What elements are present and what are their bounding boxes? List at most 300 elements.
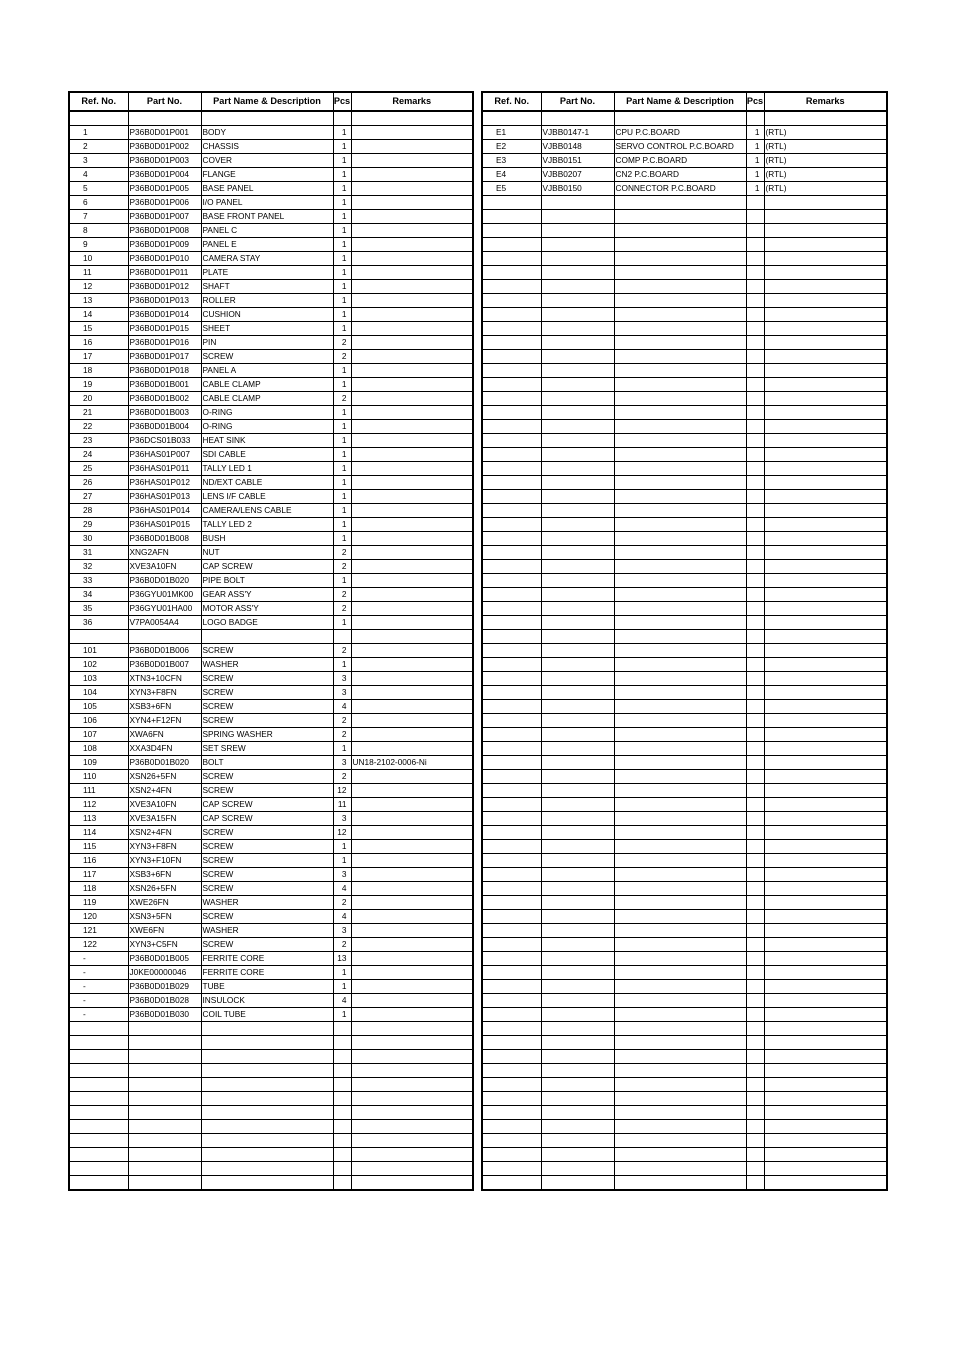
pcs-cell: [746, 364, 764, 378]
part-no-cell: P36HAS01P014: [128, 504, 201, 518]
part-no-cell: [541, 1176, 614, 1191]
table-row: [69, 994, 473, 1008]
part-name-cell: [614, 364, 746, 378]
remarks-cell: [351, 336, 473, 350]
table-row: [69, 210, 473, 224]
table-row: [69, 1022, 473, 1036]
remarks-cell: [351, 812, 473, 826]
part-no-cell: P36GYU01HA00: [128, 602, 201, 616]
remarks-cell: (RTL): [764, 168, 887, 182]
pcs-cell: [746, 742, 764, 756]
part-name-cell: [614, 994, 746, 1008]
part-name-cell: [614, 896, 746, 910]
table-row: [69, 686, 473, 700]
pcs-cell: 1: [333, 210, 351, 224]
pcs-cell: 3: [333, 868, 351, 882]
part-no-cell: [541, 616, 614, 630]
pcs-cell: [746, 434, 764, 448]
ref-no-cell: 101: [69, 644, 128, 658]
table-row: [482, 336, 887, 350]
part-no-cell: XWE6FN: [128, 924, 201, 938]
ref-no-cell: [482, 448, 541, 462]
remarks-header: Remarks: [351, 92, 473, 111]
pcs-cell: [746, 322, 764, 336]
part-no-cell: XSN2+4FN: [128, 826, 201, 840]
part-name-cell: BOLT: [201, 756, 333, 770]
table-row: [69, 420, 473, 434]
ref-no-cell: [482, 574, 541, 588]
pcs-cell: [746, 826, 764, 840]
table-row: [69, 266, 473, 280]
pcs-cell: 3: [333, 812, 351, 826]
part-name-cell: [614, 350, 746, 364]
part-name-cell: CAMERA/LENS CABLE: [201, 504, 333, 518]
part-name-cell: MOTOR ASS'Y: [201, 602, 333, 616]
part-no-cell: XSN2+4FN: [128, 784, 201, 798]
pcs-cell: [746, 714, 764, 728]
pcs-cell: 2: [333, 602, 351, 616]
remarks-cell: [764, 406, 887, 420]
part-no-cell: P36B0D01P015: [128, 322, 201, 336]
remarks-cell: [764, 1176, 887, 1191]
ref-no-cell: 6: [69, 196, 128, 210]
ref-no-cell: [482, 994, 541, 1008]
part-name-cell: [614, 111, 746, 126]
pcs-cell: [746, 1078, 764, 1092]
part-name-cell: CAP SCREW: [201, 798, 333, 812]
ref-no-cell: [482, 1064, 541, 1078]
part-name-cell: CABLE CLAMP: [201, 392, 333, 406]
part-name-cell: SCREW: [201, 714, 333, 728]
pcs-cell: [746, 966, 764, 980]
ref-no-cell: 9: [69, 238, 128, 252]
part-name-cell: SCREW: [201, 770, 333, 784]
remarks-cell: [351, 868, 473, 882]
table-row: [69, 798, 473, 812]
table-row: [482, 1092, 887, 1106]
part-name-cell: WASHER: [201, 924, 333, 938]
ref-no-cell: 118: [69, 882, 128, 896]
table-row: [69, 364, 473, 378]
remarks-cell: [351, 1176, 473, 1191]
part-name-cell: SPRING WASHER: [201, 728, 333, 742]
part-name-cell: WASHER: [201, 658, 333, 672]
part-name-cell: [201, 1120, 333, 1134]
part-no-cell: P36HAS01P015: [128, 518, 201, 532]
part-no-cell: XYN3+F8FN: [128, 840, 201, 854]
part-name-cell: [614, 462, 746, 476]
table-row: [69, 644, 473, 658]
part-no-cell: [541, 1064, 614, 1078]
remarks-cell: [764, 364, 887, 378]
table-row: [482, 154, 887, 168]
remarks-cell: [764, 1022, 887, 1036]
remarks-cell: [764, 1092, 887, 1106]
ref-no-cell: [482, 812, 541, 826]
table-row: [482, 1134, 887, 1148]
ref-no-cell: [482, 728, 541, 742]
table-row: [69, 1036, 473, 1050]
remarks-cell: [351, 644, 473, 658]
ref-no-cell: [482, 616, 541, 630]
part-no-cell: [541, 378, 614, 392]
pcs-cell: 1: [333, 364, 351, 378]
remarks-cell: [351, 280, 473, 294]
remarks-cell: [764, 476, 887, 490]
remarks-cell: [351, 1092, 473, 1106]
pcs-cell: 1: [746, 126, 764, 140]
part-name-cell: I/O PANEL: [201, 196, 333, 210]
pcs-cell: 2: [333, 350, 351, 364]
part-no-cell: [541, 462, 614, 476]
table-row: [69, 532, 473, 546]
table-row: [482, 1008, 887, 1022]
part-no-cell: P36HAS01P012: [128, 476, 201, 490]
pcs-cell: [746, 490, 764, 504]
table-row: [482, 364, 887, 378]
pcs-cell: 1: [333, 154, 351, 168]
part-name-cell: [614, 588, 746, 602]
pcs-cell: [746, 770, 764, 784]
remarks-cell: [351, 910, 473, 924]
remarks-cell: [351, 168, 473, 182]
table-row: [69, 546, 473, 560]
table-row: [482, 1148, 887, 1162]
part-name-cell: ROLLER: [201, 294, 333, 308]
table-row: [69, 868, 473, 882]
part-no-cell: [128, 1162, 201, 1176]
remarks-cell: [764, 224, 887, 238]
part-no-cell: [541, 812, 614, 826]
part-no-cell: [541, 756, 614, 770]
ref-no-cell: [69, 1148, 128, 1162]
table-row: [482, 238, 887, 252]
remarks-cell: [351, 896, 473, 910]
ref-no-cell: [482, 1050, 541, 1064]
part-name-cell: [614, 784, 746, 798]
ref-no-header: Ref. No.: [482, 92, 541, 111]
pcs-cell: [333, 1120, 351, 1134]
ref-no-cell: 27: [69, 490, 128, 504]
remarks-cell: [764, 644, 887, 658]
table-row: [69, 882, 473, 896]
part-no-cell: XYN3+F8FN: [128, 686, 201, 700]
pcs-cell: [746, 111, 764, 126]
table-row: [482, 938, 887, 952]
part-no-cell: P36B0D01B007: [128, 658, 201, 672]
part-name-cell: [614, 560, 746, 574]
part-no-cell: [541, 420, 614, 434]
pcs-cell: [746, 1120, 764, 1134]
pcs-cell: [746, 700, 764, 714]
remarks-cell: [764, 840, 887, 854]
remarks-cell: [764, 1064, 887, 1078]
pcs-cell: [746, 336, 764, 350]
header-row: [482, 92, 887, 111]
part-name-cell: [201, 111, 333, 126]
remarks-cell: [764, 560, 887, 574]
part-name-cell: [614, 672, 746, 686]
part-no-cell: [541, 1106, 614, 1120]
pcs-cell: 1: [333, 322, 351, 336]
table-row: [482, 350, 887, 364]
part-no-cell: [541, 798, 614, 812]
part-no-cell: P36B0D01P008: [128, 224, 201, 238]
pcs-cell: 1: [333, 504, 351, 518]
remarks-cell: [351, 238, 473, 252]
table-row: [69, 168, 473, 182]
pcs-cell: [746, 252, 764, 266]
pcs-cell: [746, 980, 764, 994]
ref-no-cell: [482, 420, 541, 434]
ref-no-cell: [482, 1036, 541, 1050]
part-no-cell: [541, 910, 614, 924]
remarks-cell: [764, 546, 887, 560]
table-row: [69, 812, 473, 826]
part-no-cell: XXA3D4FN: [128, 742, 201, 756]
table-row: [69, 658, 473, 672]
part-name-cell: [201, 1050, 333, 1064]
part-name-cell: [614, 210, 746, 224]
pcs-cell: [746, 308, 764, 322]
part-no-cell: XVE3A15FN: [128, 812, 201, 826]
remarks-cell: [764, 210, 887, 224]
ref-no-cell: 121: [69, 924, 128, 938]
remarks-cell: [351, 140, 473, 154]
remarks-cell: [351, 392, 473, 406]
part-name-cell: [614, 280, 746, 294]
pcs-cell: 4: [333, 994, 351, 1008]
ref-no-cell: 23: [69, 434, 128, 448]
remarks-cell: [351, 434, 473, 448]
table-row: [69, 896, 473, 910]
part-name-cell: [614, 392, 746, 406]
remarks-cell: [764, 770, 887, 784]
pcs-cell: [333, 630, 351, 644]
table-row: [482, 952, 887, 966]
part-no-cell: V7PA0054A4: [128, 616, 201, 630]
part-no-header: Part No.: [128, 92, 201, 111]
pcs-cell: [333, 1148, 351, 1162]
part-no-cell: [128, 1120, 201, 1134]
table-row: [482, 196, 887, 210]
ref-no-cell: 116: [69, 854, 128, 868]
part-name-cell: [614, 630, 746, 644]
pcs-cell: [746, 924, 764, 938]
table-row: [69, 154, 473, 168]
remarks-cell: [764, 111, 887, 126]
part-no-cell: [541, 1078, 614, 1092]
table-row: [482, 126, 887, 140]
part-name-cell: O-RING: [201, 406, 333, 420]
remarks-cell: [764, 826, 887, 840]
remarks-cell: [351, 686, 473, 700]
part-name-cell: [614, 868, 746, 882]
pcs-cell: [746, 938, 764, 952]
remarks-cell: [764, 630, 887, 644]
remarks-cell: [764, 910, 887, 924]
pcs-cell: 2: [333, 560, 351, 574]
ref-no-cell: E2: [482, 140, 541, 154]
part-name-cell: LENS I/F CABLE: [201, 490, 333, 504]
part-name-cell: SCREW: [201, 840, 333, 854]
remarks-cell: [764, 686, 887, 700]
part-no-cell: [541, 952, 614, 966]
ref-no-cell: [482, 1022, 541, 1036]
pcs-cell: [746, 1008, 764, 1022]
table-row: [69, 840, 473, 854]
pcs-cell: 3: [333, 924, 351, 938]
part-no-cell: P36B0D01P013: [128, 294, 201, 308]
pcs-cell: 1: [333, 658, 351, 672]
remarks-cell: [351, 630, 473, 644]
part-no-cell: [541, 700, 614, 714]
ref-no-cell: [482, 700, 541, 714]
part-no-cell: [541, 434, 614, 448]
part-no-cell: P36GYU01MK00: [128, 588, 201, 602]
table-row: [69, 1008, 473, 1022]
part-name-cell: [614, 1148, 746, 1162]
table-row: [69, 111, 473, 126]
part-name-cell: [614, 294, 746, 308]
table-row: [482, 462, 887, 476]
remarks-cell: [764, 1134, 887, 1148]
table-row: [482, 728, 887, 742]
table-row: [482, 1106, 887, 1120]
part-no-cell: XVE3A10FN: [128, 798, 201, 812]
ref-no-cell: 18: [69, 364, 128, 378]
part-name-cell: SCREW: [201, 882, 333, 896]
part-no-cell: XWA6FN: [128, 728, 201, 742]
table-row: [482, 392, 887, 406]
pcs-cell: [746, 994, 764, 1008]
pcs-cell: 1: [333, 840, 351, 854]
remarks-cell: [351, 406, 473, 420]
remarks-cell: [351, 994, 473, 1008]
table-row: [69, 336, 473, 350]
part-no-cell: [541, 770, 614, 784]
table-row: [482, 378, 887, 392]
pcs-cell: 1: [333, 406, 351, 420]
part-name-cell: SCREW: [201, 700, 333, 714]
part-name-cell: [614, 1120, 746, 1134]
pcs-cell: 1: [333, 252, 351, 266]
remarks-cell: [764, 980, 887, 994]
part-no-cell: P36B0D01P007: [128, 210, 201, 224]
part-name-header: Part Name & Description: [201, 92, 333, 111]
pcs-cell: 1: [333, 224, 351, 238]
ref-no-cell: 35: [69, 602, 128, 616]
part-no-cell: VJBB0207: [541, 168, 614, 182]
pcs-cell: [746, 672, 764, 686]
part-no-cell: [541, 546, 614, 560]
pcs-cell: [333, 1036, 351, 1050]
pcs-cell: 1: [746, 154, 764, 168]
table-row: [482, 252, 887, 266]
ref-no-cell: 102: [69, 658, 128, 672]
part-no-cell: [541, 994, 614, 1008]
pcs-cell: [746, 560, 764, 574]
ref-no-cell: 108: [69, 742, 128, 756]
part-no-cell: [541, 686, 614, 700]
table-row: [69, 700, 473, 714]
remarks-cell: [764, 602, 887, 616]
ref-no-cell: [482, 518, 541, 532]
pcs-cell: 12: [333, 826, 351, 840]
part-no-cell: [541, 532, 614, 546]
ref-no-cell: [482, 910, 541, 924]
remarks-cell: [351, 126, 473, 140]
ref-no-cell: [482, 546, 541, 560]
remarks-cell: [764, 1036, 887, 1050]
ref-no-cell: [482, 350, 541, 364]
ref-no-cell: [69, 1106, 128, 1120]
table-row: [482, 630, 887, 644]
remarks-cell: [351, 770, 473, 784]
part-name-cell: [614, 1134, 746, 1148]
part-no-cell: [541, 364, 614, 378]
pcs-cell: [333, 1134, 351, 1148]
part-no-cell: [541, 560, 614, 574]
part-name-cell: O-RING: [201, 420, 333, 434]
part-no-cell: [541, 630, 614, 644]
part-no-cell: P36HAS01P013: [128, 490, 201, 504]
table-row: [69, 1064, 473, 1078]
pcs-cell: 1: [333, 294, 351, 308]
part-no-cell: [541, 1134, 614, 1148]
table-row: [69, 504, 473, 518]
part-name-cell: [614, 966, 746, 980]
ref-no-cell: E3: [482, 154, 541, 168]
ref-no-cell: [69, 1064, 128, 1078]
part-name-cell: SCREW: [201, 784, 333, 798]
part-name-cell: FERRITE CORE: [201, 952, 333, 966]
part-name-cell: CAP SCREW: [201, 560, 333, 574]
table-row: [482, 1036, 887, 1050]
pcs-cell: 1: [333, 854, 351, 868]
part-no-cell: [541, 742, 614, 756]
ref-no-cell: [482, 1008, 541, 1022]
ref-no-cell: [482, 770, 541, 784]
part-name-cell: PANEL C: [201, 224, 333, 238]
pcs-cell: [333, 1176, 351, 1191]
ref-no-cell: 122: [69, 938, 128, 952]
remarks-cell: [351, 308, 473, 322]
pcs-cell: 1: [746, 140, 764, 154]
table-row: [69, 672, 473, 686]
ref-no-cell: 114: [69, 826, 128, 840]
part-name-cell: [201, 1106, 333, 1120]
part-no-cell: [541, 868, 614, 882]
ref-no-cell: [482, 826, 541, 840]
ref-no-cell: [69, 1120, 128, 1134]
remarks-cell: [764, 420, 887, 434]
table-row: [69, 322, 473, 336]
table-row: [482, 812, 887, 826]
remarks-cell: [764, 882, 887, 896]
ref-no-cell: [482, 1078, 541, 1092]
pcs-cell: [746, 952, 764, 966]
remarks-cell: [351, 882, 473, 896]
part-no-cell: P36B0D01B005: [128, 952, 201, 966]
table-row: [69, 308, 473, 322]
remarks-cell: [351, 924, 473, 938]
part-no-cell: [541, 854, 614, 868]
pcs-cell: 2: [333, 392, 351, 406]
part-name-cell: BASE FRONT PANEL: [201, 210, 333, 224]
pcs-cell: 2: [333, 770, 351, 784]
part-name-cell: LOGO BADGE: [201, 616, 333, 630]
